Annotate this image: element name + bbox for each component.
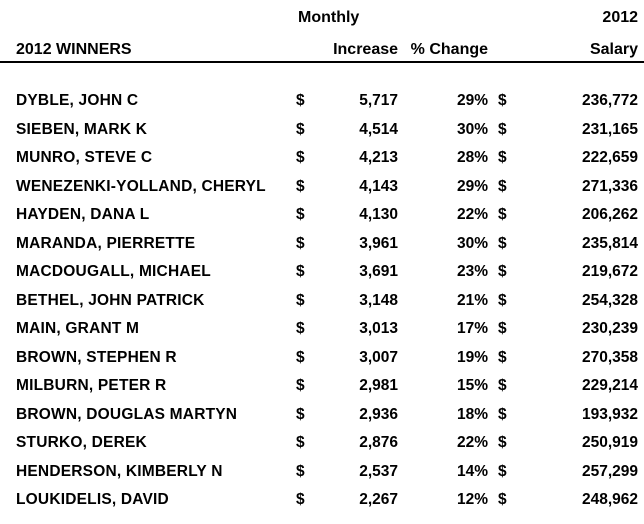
cell-currency-increase: $ (296, 263, 305, 280)
cell-currency-salary: $ (498, 348, 507, 366)
cell-currency-salary: $ (498, 377, 507, 394)
cell-currency-increase: $ (296, 234, 305, 252)
cell-name: BROWN, STEPHEN R (16, 348, 177, 366)
header-monthly: Monthly (298, 9, 360, 26)
header-spacer-row (0, 62, 644, 83)
cell-pct-change: 28% (456, 149, 489, 166)
table-row (0, 311, 644, 340)
cell-name: MACDOUGALL, MICHAEL (16, 263, 211, 280)
cell-currency-salary: $ (498, 263, 507, 280)
cell-pct-change: 19% (456, 348, 489, 366)
header-pct-change: % Change (400, 28, 496, 62)
cell-salary: 248,962 (581, 491, 639, 508)
cell-increase: 3,007 (359, 348, 399, 366)
cell-salary: 193,932 (581, 405, 639, 423)
cell-currency-increase: $ (296, 405, 305, 423)
table-row (0, 283, 644, 312)
cell-salary: 270,358 (581, 348, 639, 366)
cell-currency-salary: $ (498, 177, 507, 195)
cell-salary: 271,336 (581, 177, 639, 195)
cell-name: STURKO, DEREK (16, 434, 147, 451)
cell-name: BETHEL, JOHN PATRICK (16, 291, 205, 309)
cell-pct-change: 22% (456, 206, 489, 223)
cell-currency-increase: $ (296, 491, 305, 508)
cell-increase: 4,213 (359, 149, 399, 166)
table-row (0, 340, 644, 369)
cell-currency-increase: $ (296, 92, 305, 109)
table-row (0, 197, 644, 226)
cell-increase: 2,981 (359, 377, 399, 394)
table-row (0, 169, 644, 198)
cell-currency-salary: $ (498, 405, 507, 423)
cell-name: MUNRO, STEVE C (16, 149, 153, 166)
cell-name: HENDERSON, KIMBERLY N (16, 462, 223, 480)
cell-salary: 235,814 (581, 234, 639, 252)
header-row-top (0, 0, 644, 28)
cell-currency-increase: $ (296, 434, 305, 451)
cell-salary: 254,328 (581, 291, 639, 309)
table-row (0, 482, 644, 511)
header-spacer-pct (400, 0, 496, 28)
table-row (0, 368, 644, 397)
cell-name: MAIN, GRANT M (16, 320, 140, 337)
cell-name: LOUKIDELIS, DAVID (16, 491, 169, 508)
cell-currency-increase: $ (296, 348, 305, 366)
cell-pct-change: 30% (456, 120, 489, 138)
cell-currency-salary: $ (498, 92, 507, 109)
cell-salary: 222,659 (581, 149, 639, 166)
cell-increase: 3,961 (359, 234, 399, 252)
cell-salary: 219,672 (581, 263, 639, 280)
header-spacer-name (0, 0, 294, 28)
cell-increase: 4,143 (359, 177, 399, 195)
cell-increase: 5,717 (359, 92, 399, 109)
cell-salary: 257,299 (581, 462, 639, 480)
table-row (0, 226, 644, 255)
cell-pct-change: 23% (456, 263, 489, 280)
cell-increase: 4,130 (359, 206, 399, 223)
table-row (0, 425, 644, 454)
cell-currency-salary: $ (498, 291, 507, 309)
cell-name: HAYDEN, DANA L (16, 206, 150, 223)
header-winners: 2012 WINNERS (0, 28, 294, 62)
cell-increase: 3,691 (359, 263, 399, 280)
cell-currency-increase: $ (296, 291, 305, 309)
cell-name: BROWN, DOUGLAS MARTYN (16, 405, 238, 423)
cell-currency-increase: $ (296, 462, 305, 480)
header-year-top: 2012 (602, 9, 639, 26)
cell-currency-salary: $ (498, 462, 507, 480)
cell-increase: 4,514 (359, 120, 399, 138)
cell-currency-salary: $ (498, 149, 507, 166)
cell-pct-change: 21% (456, 291, 489, 309)
cell-pct-change: 14% (456, 462, 489, 480)
cell-name: SIEBEN, MARK K (16, 120, 148, 138)
cell-currency-increase: $ (296, 120, 305, 138)
cell-salary: 229,214 (581, 377, 639, 394)
cell-pct-change: 22% (456, 434, 489, 451)
cell-pct-change: 29% (456, 177, 489, 195)
cell-currency-salary: $ (498, 491, 507, 508)
cell-currency-salary: $ (498, 320, 507, 337)
table-row (0, 83, 644, 112)
table-row (0, 112, 644, 141)
cell-increase: 2,267 (359, 491, 399, 508)
cell-increase: 3,013 (359, 320, 399, 337)
cell-currency-increase: $ (296, 320, 305, 337)
cell-currency-increase: $ (296, 149, 305, 166)
cell-increase: 3,148 (359, 291, 399, 309)
table-row (0, 140, 644, 169)
cell-currency-salary: $ (498, 434, 507, 451)
cell-increase: 2,537 (359, 462, 399, 480)
cell-currency-salary: $ (498, 206, 507, 223)
cell-name: DYBLE, JOHN C (16, 92, 139, 109)
cell-pct-change: 15% (456, 377, 489, 394)
cell-pct-change: 18% (456, 405, 489, 423)
table-row (0, 254, 644, 283)
cell-increase: 2,936 (359, 405, 399, 423)
cell-currency-increase: $ (296, 206, 305, 223)
cell-salary: 250,919 (581, 434, 639, 451)
cell-name: MARANDA, PIERRETTE (16, 234, 196, 252)
cell-name: MILBURN, PETER R (16, 377, 167, 394)
cell-salary: 231,165 (581, 120, 639, 138)
cell-currency-increase: $ (296, 177, 305, 195)
table-body (0, 83, 644, 511)
cell-currency-salary: $ (498, 234, 507, 252)
table-header (0, 0, 644, 83)
cell-pct-change: 12% (456, 491, 489, 508)
cell-increase: 2,876 (359, 434, 399, 451)
cell-salary: 236,772 (581, 92, 639, 109)
cell-salary: 206,262 (581, 206, 639, 223)
cell-currency-increase: $ (296, 377, 305, 394)
cell-pct-change: 29% (456, 92, 489, 109)
cell-pct-change: 30% (456, 234, 489, 252)
cell-name: WENEZENKI-YOLLAND, CHERYL (16, 177, 266, 195)
header-salary: Salary (496, 28, 644, 62)
cell-pct-change: 17% (456, 320, 489, 337)
cell-salary: 230,239 (581, 320, 639, 337)
cell-currency-salary: $ (498, 120, 507, 138)
table-row (0, 454, 644, 483)
header-row-bottom (0, 28, 644, 62)
table-row (0, 397, 644, 426)
header-increase: Increase (294, 28, 400, 62)
